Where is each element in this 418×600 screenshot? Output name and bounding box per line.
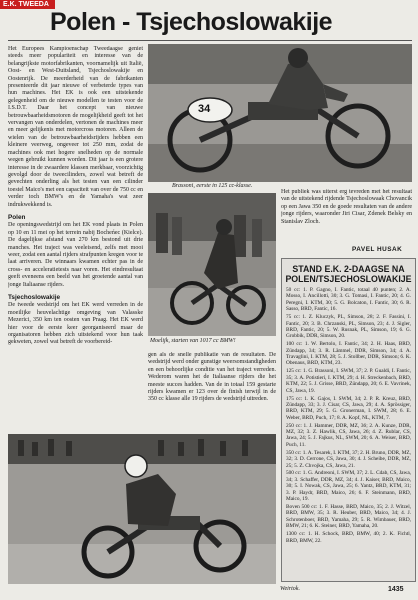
race-number-plate: 34	[198, 103, 211, 115]
standings-line: 1300 cc: 1. H. Schock, BRD, BMW, 40; 2. K. Fichtl, BRD, BMW, 22.	[286, 531, 411, 544]
standings-line: 50 cc: 1. P. Gagno, I. Fantic, totaal 40 punten; 2. A. Mosso, I. Ancillotti, 30; 3. G. Tomasi, I. Fantic, 20; 4. G. Peregni, I. KTM, 30; 5. G. Bolcaton, I. Fantic, 30; 6. R. Sasso, BRD, Fantic, 16.	[286, 287, 411, 313]
article-column-3	[281, 189, 412, 244]
standings-box	[281, 258, 416, 582]
standings-line: 350 cc: 1. A. Tesarek, I. KTM, 37; 2. H. Bruno, DDR, MZ, 32; 3. D. Cerrone, CS, Jawa, 30; 4. J. Scheibe, DDR, MZ, 25; 5. Z. Chvojka, CS, Jawa, 21.	[286, 449, 411, 469]
standings-title: STAND E.K. 2-DAAGSE NA POLEN/TSJECHOSLOWAKIJE	[285, 264, 412, 284]
caption-mid-photo: Moelijk, starten van 1017 cc BMW!	[150, 338, 236, 344]
rider-illustration	[148, 44, 412, 182]
photo-rider-bottom	[8, 434, 276, 584]
standings-line: 250 cc: 1. J. Hammer, DDR, MZ, 36; 2. A. Kunze, DDR, MZ, 32; 3. Z. Hawlik, CS, Jawa, 26; 4. Z. Rublar, CS, Jawa, 24; 5. J. Fajkus, NL, SWM, 20; 6. A. Weiser, BRD, Puch, 11.	[286, 422, 411, 448]
standings-line: Boven 500 cc: 1. F. Hasse, BRD, Maico, 35; 2. J. Witzel, BRD, BMW, 35; 3. R. Heuber, BRD, Maico, 34; 4. J. Schrotenboer, BRD, Yamaha, 29; 5. R. Wimbauer, BRD, BMW, 21; 6. K. Steiner, BRD, Yamaha, 20.	[286, 504, 411, 530]
standings-line: 100 cc: 1. W. Bertolo, I. Fantic, 34; 2. H. Haas, BRD, Zündapp, 34; 3. R. Lämmel, DDR, Simson, 34; 4. A. Travaglini, I. KTM, 28; 5. J. Stollber, DDR, Simson; 6. K. Obenaus, BRD, KTM, 23.	[286, 341, 411, 367]
article-column-1	[8, 46, 143, 431]
start-scene-illustration	[148, 193, 276, 336]
standings-list	[282, 287, 415, 544]
continuation-paragraph: gen als de snelle publikatie van de resultaten. De wedstrijd werd onder gunstige weersomstandigheden en een behoorlijke conditie van het traject verreden. Wederom waren het de Italiaanse rijders die het meeste succes hadden. Van de in totaal 159 gestarte rijders kwamen er 123 over de finish terwijl in de 350 cc klasse alle 19 rijders de wedstrijd uitreden.	[148, 352, 276, 403]
photo-bmw-start	[148, 193, 276, 336]
intro-paragraph: Het Europees Kampioenschap Tweedaagse geniet steeds meer populariteit en interesse van de belangrijkste motorfabrikanten, voornamelijk uit Italië, Oost- en West-Duitsland, Tsjechoslowakije en Oostenrijk. De meerderheid van de fabrikanten presenteerde dit jaar nieuwe of verbeterde types van hun machines. Het EK is ook een uitstekende gelegenheid om de nieuwe modellen te testen voor de I.S.D.T. Daar het concept van nieuwe betrouwbaarheidsmotoren de mogelijkheid geeft tot het vervangen van onderdelen, vertonen de machines meer en meer gelijkenis met motorcross motoren. Alleen de wielen van de betrouwbaarheidsrijders hebben een kleinere veerweg, ongeveer tot 250 mm, zodat de machines ook met hogere snelheden op de normale wegen gebruikt kunnen worden. Dit jaar is een grotere interesse in de zwaardere klassen merkbaar, voorzichtig gevolgd door de tweecilinders, zowel wat betreft de gevechten onderling als het testen van een cilinder toestel Maico's met een capaciteit van over de 750 cc en verder toch BMW's en de Yamaha's wat zeer indrukwekkend is.	[8, 46, 143, 208]
page-title: Polen - Tsjechoslowakije	[50, 8, 333, 36]
closing-paragraph: Het publiek was uiterst erg tevreden met het resultaat van de uitstekend rijdende Tsjechoslowaak Chovancik op een Jawa 350 en de goede resultaten van de andere jonge rijders, waaronder Jiri Cisar, Zdenek Belsky en Stanislav Zloch.	[281, 189, 412, 225]
page-number: 1435	[388, 586, 404, 593]
article-column-2	[148, 352, 276, 432]
section-tab: E.K. TWEEDA	[0, 0, 55, 9]
caption-bottom-photo: Weirtok.	[280, 586, 300, 592]
polen-paragraph: De openingswedstrijd om het EK vond plaats in Polen op 10 en 11 mei op het terrein nabij Bocheńec (Kielce). De dagelijkse afstand van 270 km bestond uit drie manches. Het traject was veeleisend, zelfs met mooi weer, zodat een aantal rijders strafpunten kregen voor te laat arriveren. De winnaars kwamen echter pas in de cross- en acceleratietests naar voren. Het eindresultaat geeft eveneens een beeld van het groeiende aantal van jonge Italiaanse rijders.	[8, 222, 143, 288]
caption-top-photo: Brassoni, eerste in 125 cc-klasse.	[172, 183, 253, 189]
title-rule	[8, 40, 412, 41]
standings-line: 125 cc: 1. G. Brassoni, I. SWM, 37; 2. P. Gualdi, I. Fantic, 35; 3. A. Potistieri, I. KTM, 29; 4. H. Streckenbach, BRD, KTM, 22; 5. J. Grisse, BRD, Zündapp, 20; 6. E. Vavrinek, CS, Jawa, 19.	[286, 368, 411, 394]
tsjechoslowakije-paragraph: De tweede wedstrijd om het EK werd verreden in de moeilijke heuvelachtige omgeving van Valasske Mezerici, 350 km ten oosten van Praag. Het EK werd hier voor de eerste keer georganiseerd maar de organisatoren hebben zich uitstekend voor hun taak gekweten, zowel wat betreft de voorbereid-	[8, 302, 143, 346]
bottom-rider-illustration	[8, 434, 276, 584]
photo-motocross-rider-34	[148, 44, 412, 182]
section-heading-tsjechoslowakije: Tsjechoslowakije	[8, 294, 61, 301]
author-byline: PAVEL HUSAK	[352, 246, 403, 253]
standings-line: 75 cc: 1. Z. Kluczyk, PL, Simson, 28; 2. F. Fassini, I. Fantic, 20; 3. B. Chrzanski, PL, Simson, 23; 4. J. Sigler, BRD, Fantic, 20; 5. W. Rusnak, PL, Simson, 19; 6. G. Grobbik, DDR, Simson, 20.	[286, 314, 411, 340]
section-heading-polen: Polen	[8, 213, 26, 221]
standings-line: 500 cc: 1. G. Andreoni, I. SWM, 37; 2. L. Cdab, CS, Jawa, 34; 3. Schaffer, DDR, MZ, 34; 4. J. Kaiser, BRD, Maico, 30; 5. I. Nowak, CS, Jawa, 25; 6. Yantz, BRD, KTM, 31; 3. P. Haydr, BRD, Maico, 26; 6. F. Steinmann, BRD, Maico, 19.	[286, 470, 411, 503]
standings-line: 175 cc: 1. K. Gajos, I. SWM, 34; 2. P. R. Kreuz, BRD, Zündapp, 33; 3. J. Cisar, CS, Jawa, 29; 4. A. Sprössiger, BRD, KTM, 29; 5. G. Gronerman, I. SWM, 28; 6. E. Weber, BRD, Puch, 17; 8. A. Kopf, NL, KTM, 7.	[286, 395, 411, 421]
